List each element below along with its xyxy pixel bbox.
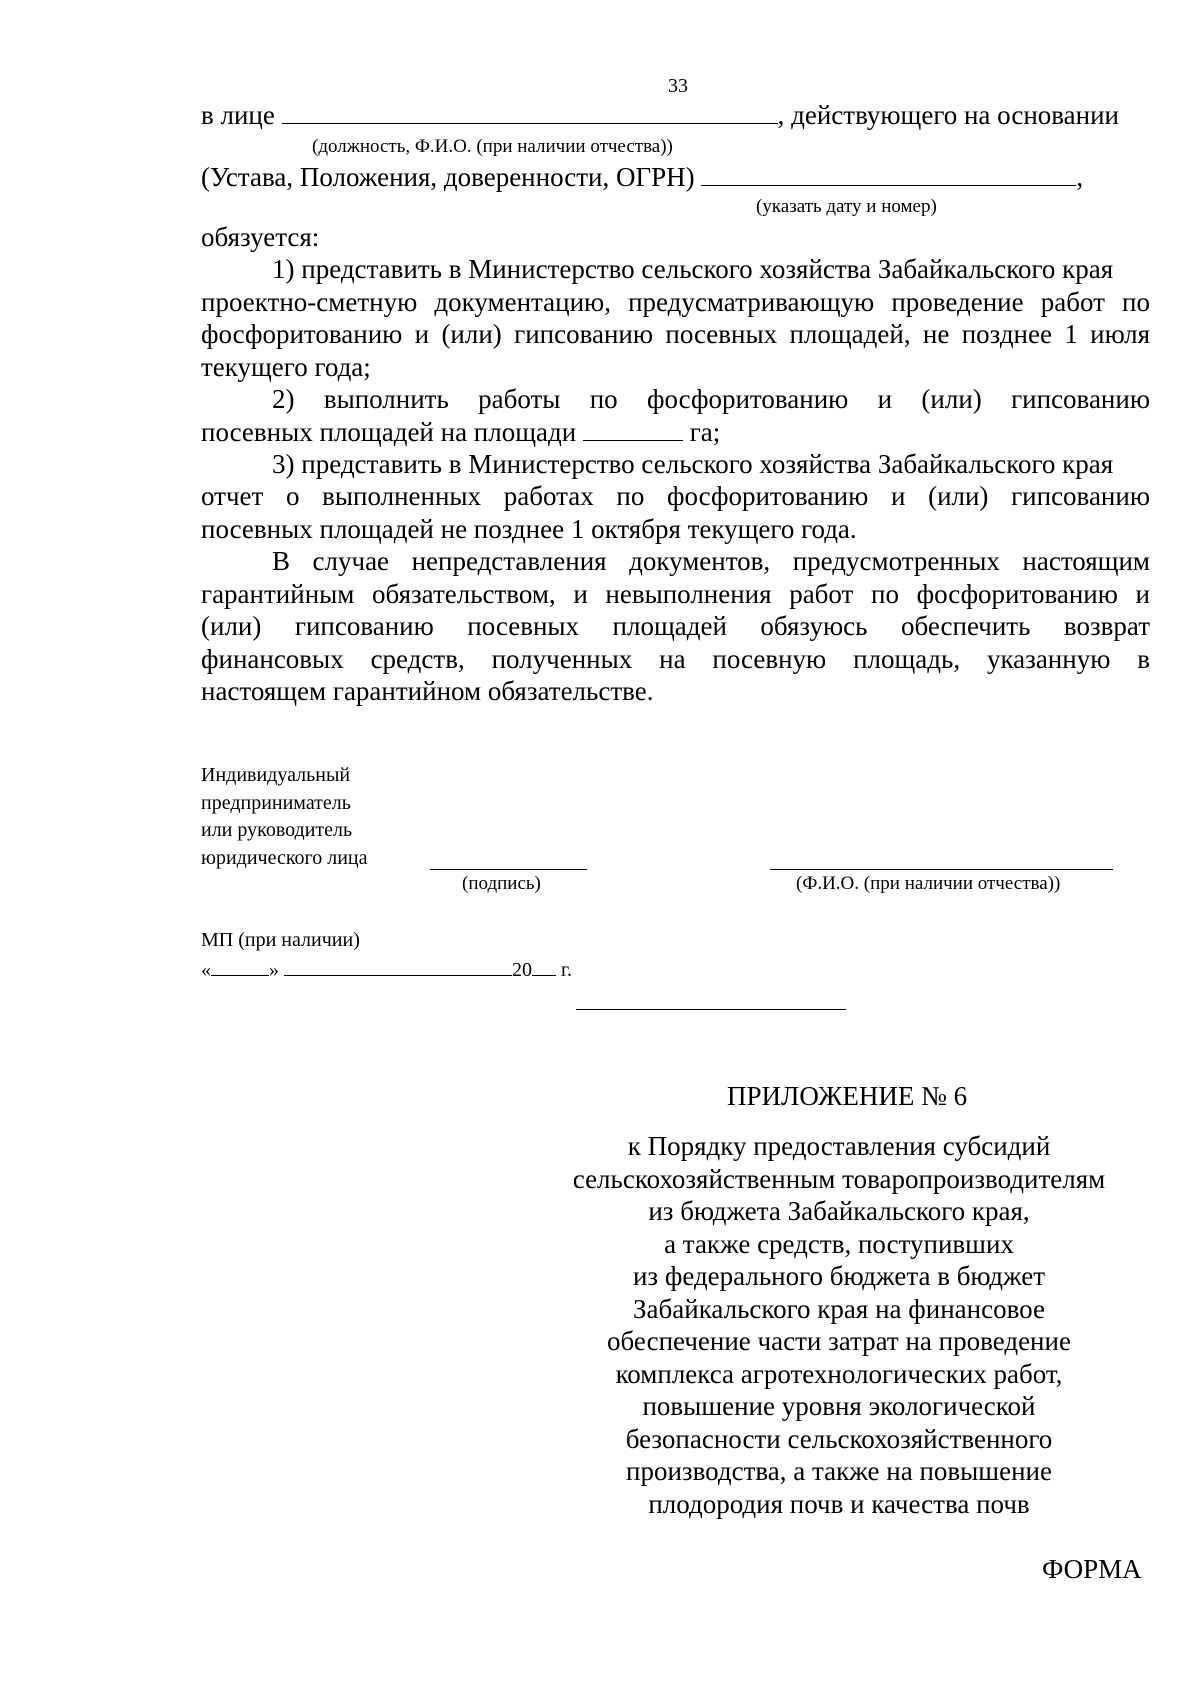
paragraph-line5: настоящем гарантийном обязательстве. (201, 676, 654, 706)
appendix-line-7: обеспечение части затрат на проведение (607, 1326, 1071, 1356)
appendix-title: ПРИЛОЖЕНИЕ № 6 (727, 1081, 968, 1111)
basis-prefix: (Устава, Положения, доверенности, ОГРН) (201, 162, 695, 192)
basis-line (201, 160, 1150, 194)
appendix-line-4: а также средств, поступивших (664, 1229, 1014, 1259)
item2-area-prefix: посевных площадей на площади (201, 417, 577, 447)
signer-role-line4: юридического лица (201, 847, 368, 869)
representative-prefix: в лице (201, 100, 275, 130)
date-close-quote: » (269, 959, 279, 981)
appendix-line-1: к Порядку предоставления субсидий (627, 1131, 1051, 1161)
appendix-line-3: из бюджета Забайкальского края, (648, 1196, 1030, 1226)
appendix-line-8: комплекса агротехнологических работ, (615, 1359, 1063, 1389)
basis-suffix: , (1076, 162, 1084, 192)
appendix-line-5: из федерального бюджета в бюджет (632, 1261, 1046, 1291)
item1-line4: текущего года; (201, 352, 371, 382)
item3-line2: отчет о выполненных работах по фосфоритованию и (или) гипсованию (201, 481, 1150, 511)
full-name-hint: (Ф.И.О. (при наличии отчества)) (796, 873, 1061, 894)
year-suffix: г. (561, 959, 572, 981)
item3-line1: 3) представить в Министерство сельского хозяйства Забайкальского края (272, 449, 1114, 479)
representative-line (201, 98, 1150, 132)
appendix-line-11: производства, а также на повышение (626, 1456, 1052, 1486)
appendix-line-2: сельскохозяйственным товаропроизводителям (572, 1164, 1106, 1194)
item1-line3: фосфоритованию и (или) гипсованию посевных площадей, не позднее 1 июля (201, 319, 1150, 349)
year-prefix: 20 (512, 959, 532, 981)
signer-role-line1: Индивидуальный (201, 764, 351, 786)
paragraph-line4: финансовых средств, полученных на посевную площадь, указанную в (201, 644, 1150, 674)
appendix-line-6: Забайкальского края на финансовое (633, 1294, 1045, 1324)
stamp-label: МП (при наличии) (201, 929, 360, 951)
date-open-quote: « (201, 959, 211, 981)
signer-role-line2: предприниматель (201, 792, 351, 814)
basis-hint: (указать дату и номер) (756, 196, 937, 217)
appendix-line-9: повышение уровня экологической (642, 1391, 1036, 1421)
paragraph-line2: гарантийным обязательством, и невыполнения работ по фосфоритованию и (201, 579, 1150, 609)
full-name-line (770, 869, 1113, 870)
month-blank (284, 955, 512, 976)
item2-line2 (201, 415, 720, 449)
signature-hint: (подпись) (462, 873, 541, 894)
day-blank (211, 955, 269, 976)
position-name-hint: (должность, Ф.И.О. (при наличии отчества)) (312, 136, 673, 157)
representative-suffix: , действующего на основании (777, 100, 1119, 130)
date-line (201, 955, 572, 982)
year-blank (532, 955, 556, 976)
page-number: 33 (668, 75, 688, 97)
item2-line1: 2) выполнить работы по фосфоритованию и (или) гипсованию (272, 384, 1150, 414)
signature-line (430, 869, 587, 870)
appendix-line-10: безопасности сельскохозяйственного (625, 1424, 1053, 1454)
position-name-blank (282, 98, 778, 124)
form-label: ФОРМА (1042, 1554, 1142, 1584)
appendix-line-12: плодородия почв и качества почв (648, 1489, 1030, 1519)
basis-blank (701, 160, 1076, 186)
paragraph-line3: (или) гипсованию посевных площадей обязуюсь обеспечить возврат (201, 611, 1150, 641)
item3-line3: посевных площадей не позднее 1 октября текущего года. (201, 514, 857, 544)
area-blank (583, 415, 683, 441)
signer-role-line3: или руководитель (201, 819, 353, 841)
item1-line2: проектно-сметную документацию, предусматривающую проведение работ по (201, 287, 1150, 317)
item1-line1: 1) представить в Министерство сельского хозяйства Забайкальского края (272, 254, 1114, 284)
paragraph-line1: В случае непредставления документов, предусмотренных настоящим (272, 546, 1150, 576)
item2-area-suffix: га; (689, 417, 721, 447)
obligates-label: обязуется: (201, 222, 320, 252)
section-divider (576, 1009, 846, 1010)
